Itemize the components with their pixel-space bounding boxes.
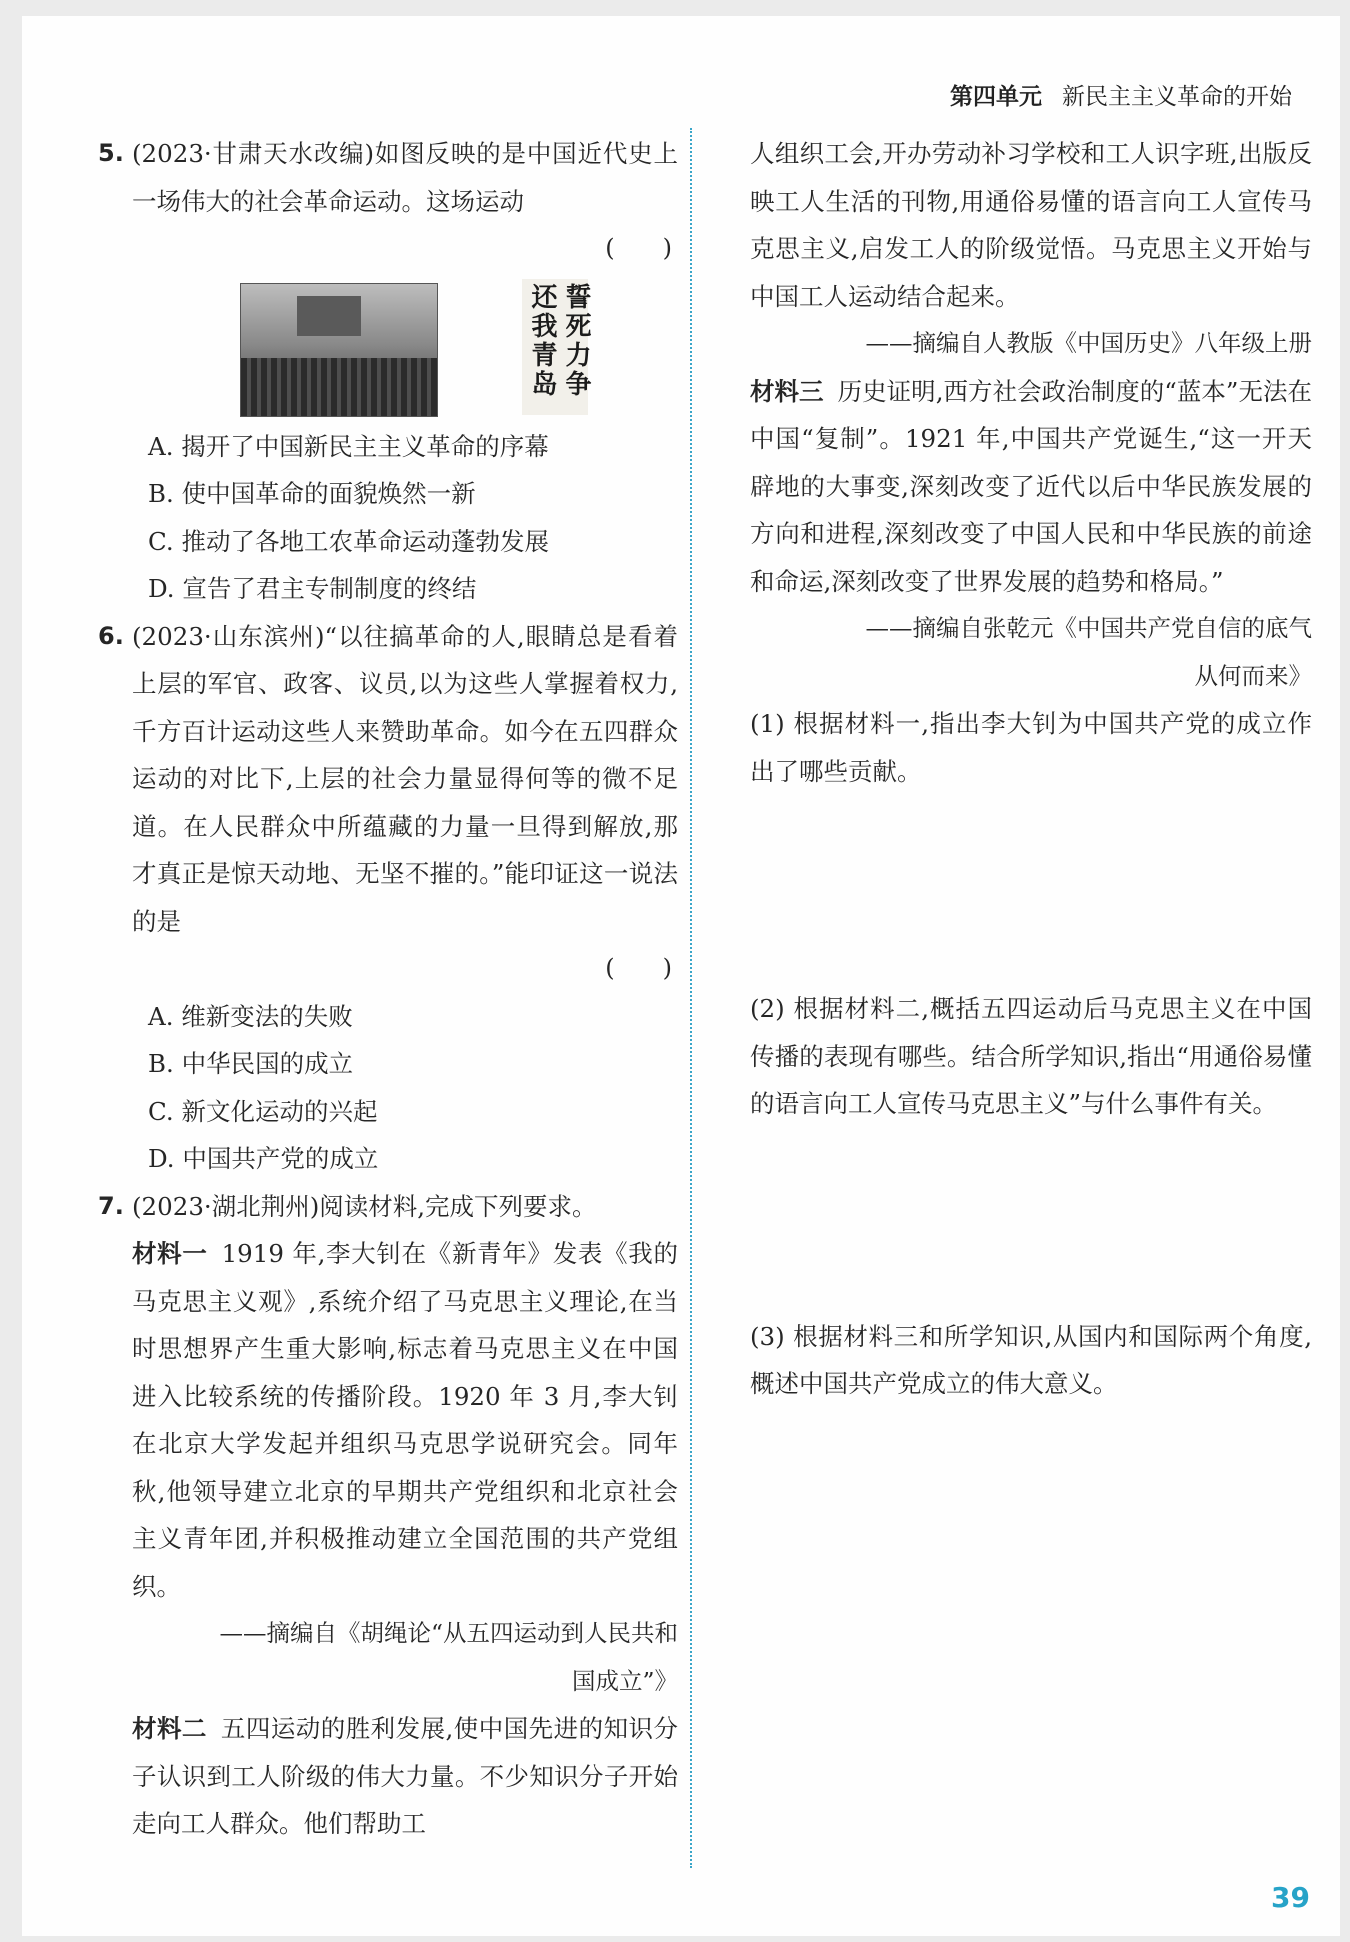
- left-column: [100, 130, 678, 1848]
- material-2: [132, 1705, 678, 1848]
- question-figure: [132, 273, 678, 423]
- right-column: [750, 130, 1312, 1608]
- slogan-banner: [522, 279, 591, 415]
- material-text: 1919 年,李大钊在《新青年》发表《我的马克思主义观》,系统介绍了马克思主义理论,在当时思想界产生重大影响,标志着马克思主义在中国进入比较系统的传播阶段。1920 年 3 月,李大钊在北京大学发起并组织马克思学说研究会。同年秋,他领导建立北京的早期共产党组织和北京社会主义青年团,并积极推动建立全国范围的共产党组织。: [132, 1239, 678, 1601]
- option-a[interactable]: A. 维新变法的失败: [148, 1001, 353, 1031]
- material-label: 材料一: [132, 1239, 208, 1268]
- question-stem: (2023·湖北荆州)阅读材料,完成下列要求。: [132, 1191, 597, 1221]
- option-b[interactable]: B. 中华民国的成立: [148, 1049, 354, 1078]
- question-number: 6.: [98, 621, 124, 650]
- material-label: 材料二: [132, 1714, 207, 1743]
- answer-space-1[interactable]: [750, 795, 1312, 985]
- crowd: [241, 358, 437, 416]
- sub-question-3: (3) 根据材料三和所学知识,从国内和国际两个角度,概述中国共产党成立的伟大意义。: [750, 1321, 1312, 1398]
- page-header: [950, 78, 1292, 111]
- answer-space-3[interactable]: [750, 1408, 1312, 1608]
- question-6: [100, 613, 678, 946]
- column-divider: [690, 128, 692, 1868]
- material-source: ——摘编自人教版《中国历史》八年级上册: [865, 329, 1312, 357]
- sub-question-1: (1) 根据材料一,指出李大钊为中国共产党的成立作出了哪些贡献。: [750, 709, 1312, 786]
- answer-space-2[interactable]: [750, 1128, 1312, 1313]
- textbook-page: [22, 16, 1340, 1936]
- protest-photo: [240, 283, 438, 417]
- material-source: ——摘编自张乾元《中国共产党自信的底气: [865, 614, 1312, 642]
- material-3: [750, 368, 1312, 606]
- material-text: 历史证明,西方社会政治制度的“蓝本”无法在中国“复制”。1921 年,中国共产党诞生,“这一开天辟地的大事变,深刻改变了近代以后中华民族发展的方向和进程,深刻改变了中国人民和中华民族的前途和命运,深刻改变了世界发展的趋势和格局。”: [750, 376, 1313, 596]
- sub-question-2: (2) 根据材料二,概括五四运动后马克思主义在中国传播的表现有哪些。结合所学知识,指出“用通俗易懂的语言向工人宣传马克思主义”与什么事件有关。: [750, 994, 1312, 1118]
- option-b[interactable]: B. 使中国革命的面貌焕然一新: [148, 479, 476, 508]
- option-a[interactable]: A. 揭开了中国新民主主义革命的序幕: [148, 431, 549, 461]
- question-7: [100, 1183, 678, 1231]
- material-2-continued: 人组织工会,开办劳动补习学校和工人识字班,出版反映工人生活的刊物,用通俗易懂的语言向工人宣传马克思主义,启发工人的阶级觉悟。马克思主义开始与中国工人运动结合起来。: [750, 139, 1312, 311]
- unit-title: 新民主主义革命的开始: [1062, 84, 1292, 110]
- answer-bracket[interactable]: ( ): [605, 234, 672, 262]
- question-5: [100, 130, 678, 225]
- material-text: 五四运动的胜利发展,使中国先进的知识分子认识到工人阶级的伟大力量。不少知识分子开始走向工人群众。他们帮助工: [132, 1714, 678, 1838]
- question-number: 5.: [98, 139, 124, 167]
- material-source: ——摘编自《胡绳论“从五四运动到人民共和: [219, 1619, 678, 1647]
- material-source: 国成立”》: [571, 1666, 678, 1695]
- gate-tower: [297, 296, 361, 336]
- question-stem: (2023·甘肃天水改编)如图反映的是中国近代史上一场伟大的社会革命运动。这场运动: [132, 139, 678, 216]
- question-stem: (2023·山东滨州)“以往搞革命的人,眼睛总是看着上层的军官、政客、议员,以为这些人掌握着权力,千方百计运动这些人来赞助革命。如今在五四群众运动的对比下,上层的社会力量显得何等的微不足道。在人民群众中所蕴藏的力量一旦得到解放,那才真正是惊天动地、无坚不摧的。”能印证这一说法的是: [132, 621, 678, 936]
- option-c[interactable]: C. 推动了各地工农革命运动蓬勃发展: [148, 526, 549, 556]
- answer-bracket[interactable]: ( ): [605, 954, 672, 982]
- slogan-col-2: 还我青岛: [527, 282, 557, 399]
- material-label: 材料三: [750, 376, 824, 406]
- unit-label: 第四单元: [950, 84, 1042, 110]
- slogan-col-1: 誓死力争: [561, 282, 591, 399]
- material-1: [132, 1230, 678, 1610]
- option-d[interactable]: D. 宣告了君主专制制度的终结: [148, 574, 477, 603]
- option-d[interactable]: D. 中国共产党的成立: [148, 1144, 379, 1173]
- page-number: 39: [1271, 1881, 1310, 1914]
- question-number: 7.: [98, 1191, 124, 1220]
- material-source: 从何而来》: [1194, 661, 1312, 690]
- option-c[interactable]: C. 新文化运动的兴起: [148, 1096, 378, 1126]
